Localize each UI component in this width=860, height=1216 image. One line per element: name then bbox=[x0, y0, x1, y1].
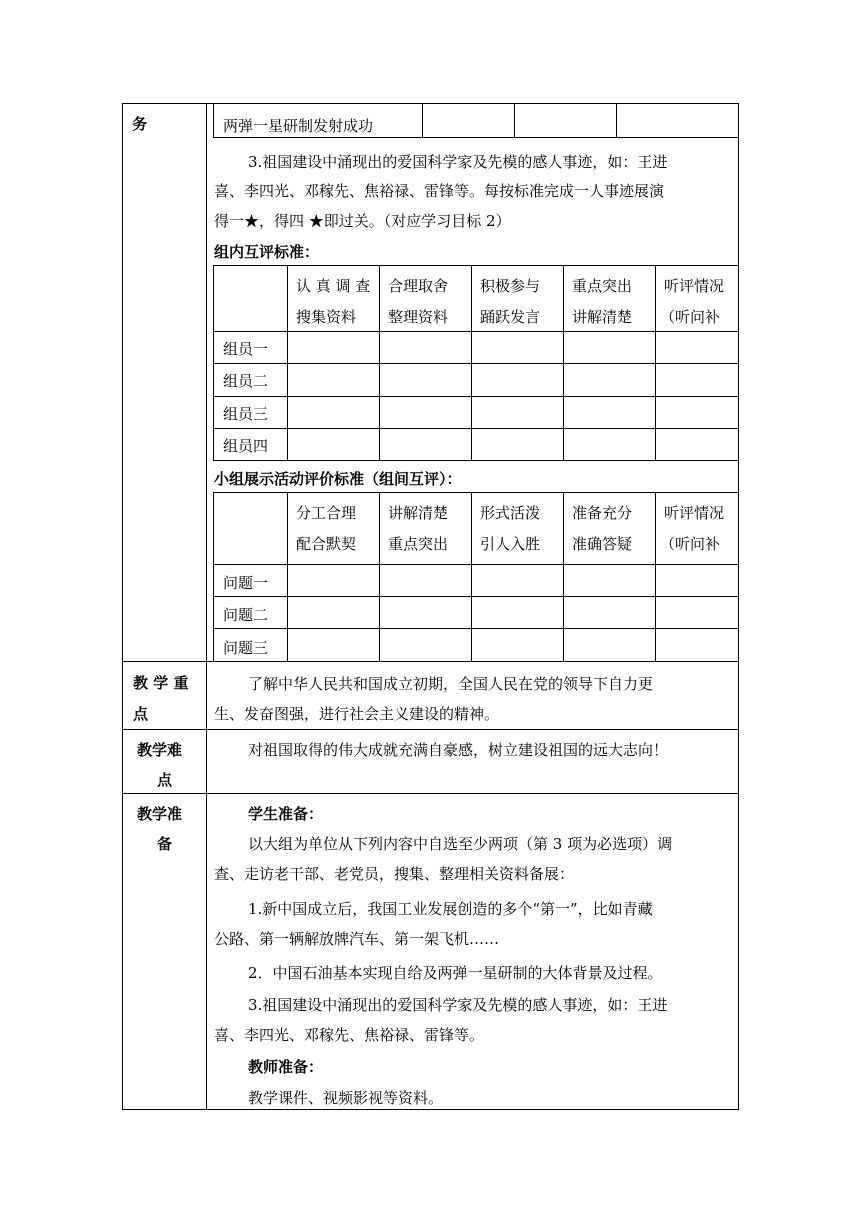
difficulty-line1: 对祖国取得的伟大成就充满自豪感，树立建设祖国的远大志向！ bbox=[248, 741, 669, 759]
item3-line1: 3.祖国建设中涌现出的爱国科学家及先模的感人事迹，如：王进 bbox=[248, 153, 668, 171]
outer-left-border bbox=[122, 103, 123, 1110]
show-header-5-line2: （听问补 bbox=[660, 535, 721, 553]
student-prep-line: 喜、李四光、邓稼先、焦裕禄、雷锋等。 bbox=[214, 1026, 485, 1044]
student-prep-line: 查、走访老干部、老党员，搜集、整理相关资料备展： bbox=[214, 865, 575, 883]
show-header-4-line2: 准确答疑 bbox=[572, 535, 633, 553]
student-prep-line: 公路、第一辆解放牌汽车、第一架飞机…… bbox=[214, 930, 500, 948]
item3-line2: 喜、李四光、邓稼先、焦裕禄、雷锋等。每按标准完成一人事迹展演 bbox=[214, 182, 665, 200]
teacher-prep-title: 教师准备： bbox=[248, 1058, 324, 1076]
student-prep-line: 3.祖国建设中涌现出的爱国科学家及先模的感人事迹，如：王进 bbox=[248, 996, 668, 1014]
student-prep-line: 1.新中国成立后，我国工业发展创造的多个“第一”，比如青藏 bbox=[248, 900, 653, 918]
row-divider-key-points bbox=[122, 661, 739, 662]
outer-top-border bbox=[122, 103, 739, 104]
outer-bottom-border bbox=[122, 1109, 739, 1110]
difficulty-label-line1: 教学难 bbox=[137, 741, 183, 759]
group-header-4-line2: 讲解清楚 bbox=[572, 308, 633, 326]
group-header-4-line1: 重点突出 bbox=[572, 277, 633, 295]
first-row-cell: 两弹一星研制发射成功 bbox=[223, 117, 374, 135]
show-header-3-line2: 引人入胜 bbox=[480, 535, 541, 553]
show-row-label: 问题二 bbox=[223, 606, 269, 624]
label-column-border bbox=[206, 103, 207, 1110]
show-header-1-line1: 分工合理 bbox=[296, 504, 357, 522]
student-prep-title: 学生准备： bbox=[248, 805, 324, 823]
group-header-2-line2: 整理资料 bbox=[388, 308, 449, 326]
group-row-label: 组员一 bbox=[223, 340, 269, 358]
row-divider-difficulty bbox=[122, 729, 739, 730]
group-row-label: 组员二 bbox=[223, 372, 269, 390]
show-row-label: 问题三 bbox=[223, 639, 269, 657]
group-eval-title: 组内互评标准： bbox=[214, 243, 320, 261]
key-points-label-line1: 教 学 重 bbox=[133, 674, 189, 692]
item3-line3: 得一★，得四 ★即过关。（对应学习目标 2） bbox=[214, 212, 511, 230]
student-prep-line: 2．中国石油基本实现自给及两弹一星研制的大体背景及过程。 bbox=[248, 964, 663, 982]
teacher-prep-line: 教学课件、视频影视等资料。 bbox=[248, 1089, 444, 1107]
group-header-3-line1: 积极参与 bbox=[480, 277, 541, 295]
key-points-label-line2: 点 bbox=[133, 705, 149, 723]
outer-right-border bbox=[738, 103, 739, 1110]
group-row-label: 组员四 bbox=[223, 437, 269, 455]
key-points-line2: 生、发奋图强，进行社会主义建设的精神。 bbox=[214, 705, 500, 723]
section-label: 务 bbox=[132, 115, 148, 133]
show-row-label: 问题一 bbox=[223, 574, 269, 592]
group-header-5-line2: （听问补 bbox=[660, 308, 721, 326]
show-header-4-line1: 准备充分 bbox=[572, 504, 633, 522]
row-divider-preparation bbox=[122, 793, 739, 794]
show-header-5-line1: 听评情况 bbox=[664, 504, 725, 522]
show-header-1-line2: 配合默契 bbox=[296, 535, 357, 553]
group-header-5-line1: 听评情况 bbox=[664, 277, 725, 295]
student-prep-line: 以大组为单位从下列内容中自选至少两项（第 3 项为必选项）调 bbox=[248, 835, 673, 853]
preparation-label-line1: 教学准 bbox=[137, 805, 183, 823]
group-header-2-line1: 合理取舍 bbox=[388, 277, 449, 295]
group-header-3-line2: 踊跃发言 bbox=[480, 308, 541, 326]
group-header-1-line2: 搜集资料 bbox=[296, 308, 357, 326]
show-eval-title: 小组展示活动评价标准（组间互评）： bbox=[214, 470, 462, 488]
show-header-3-line1: 形式活泼 bbox=[480, 504, 541, 522]
preparation-label-line2: 备 bbox=[157, 835, 173, 853]
show-header-2-line1: 讲解清楚 bbox=[388, 504, 449, 522]
difficulty-label-line2: 点 bbox=[157, 771, 173, 789]
group-row-label: 组员三 bbox=[223, 405, 269, 423]
group-header-1-line1: 认 真 调 查 bbox=[296, 277, 371, 295]
show-header-2-line2: 重点突出 bbox=[388, 535, 449, 553]
key-points-line1: 了解中华人民共和国成立初期，全国人民在党的领导下自力更 bbox=[248, 675, 654, 693]
